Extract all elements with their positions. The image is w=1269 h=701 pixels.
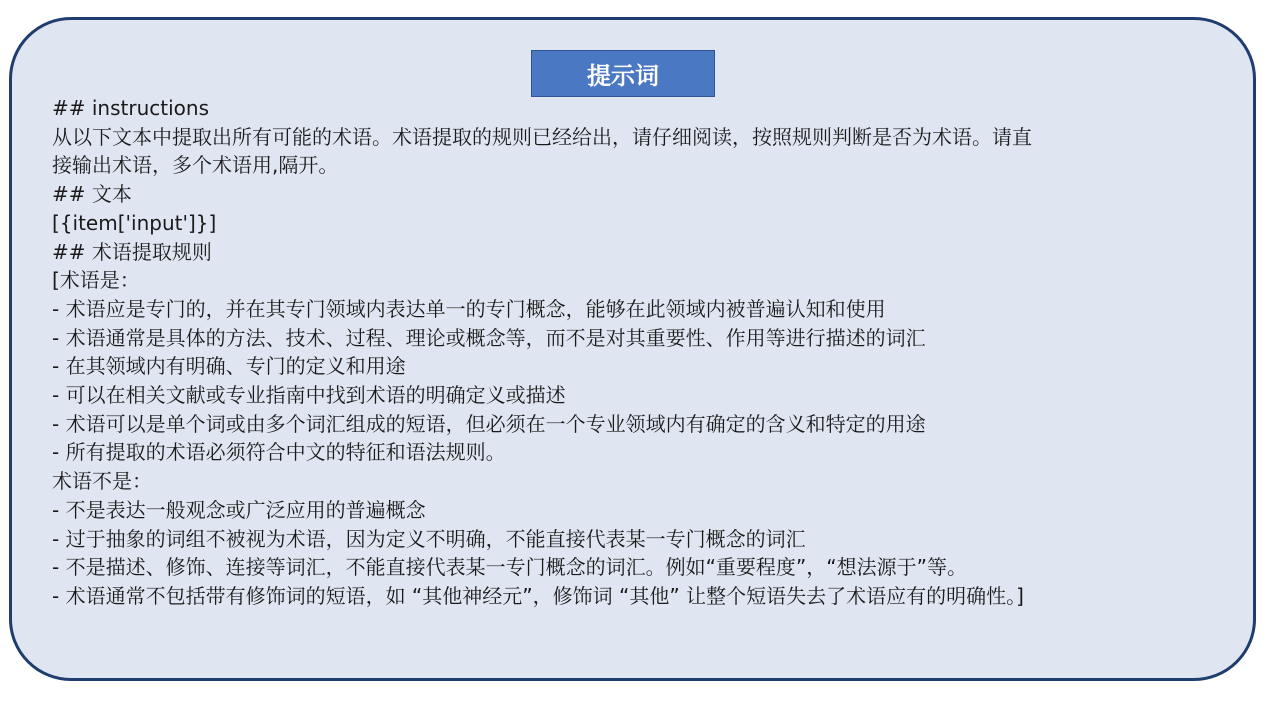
prompt-text: [52, 94, 1232, 611]
text-line: - 所有提取的术语必须符合中文的特征和语法规则。: [52, 440, 506, 465]
text-line: - 不是描述、修饰、连接等词汇，不能直接代表某一专门概念的词汇。例如“重要程度”，“想法源于”等。: [52, 555, 968, 580]
text-line: - 术语通常是具体的方法、技术、过程、理论或概念等，而不是对其重要性、作用等进行描述的词汇: [52, 325, 926, 350]
text-line: - 术语应是专门的，并在其专门领域内表达单一的专门概念，能够在此领域内被普遍认知和使用: [52, 296, 886, 321]
text-line: ## instructions: [52, 96, 209, 120]
text-line: [{item['input']}]: [52, 210, 217, 235]
text-line: - 在其领域内有明确、专门的定义和用途: [52, 354, 406, 379]
text-line: - 术语可以是单个词或由多个词汇组成的短语，但必须在一个专业领域内有确定的含义和特定的用途: [52, 411, 926, 436]
text-line: ## 术语提取规则: [52, 239, 212, 264]
prompt-title: 提示词: [531, 50, 715, 97]
text-line: 术语不是：: [52, 469, 152, 494]
text-line: - 术语通常不包括带有修饰词的短语，如 “其他神经元”，修饰词 “其他” 让整个短语失去了术语应有的明确性。]: [52, 583, 1024, 608]
text-line: [术语是：: [52, 268, 140, 293]
text-line: - 过于抽象的词组不被视为术语，因为定义不明确，不能直接代表某一专门概念的词汇: [52, 526, 806, 551]
text-line: 接输出术语，多个术语用,隔开。: [52, 153, 339, 178]
text-line: ## 文本: [52, 182, 132, 207]
text-line: 从以下文本中提取出所有可能的术语。术语提取的规则已经给出，请仔细阅读，按照规则判断是否为术语。请直: [52, 124, 1032, 149]
text-line: - 不是表达一般观念或广泛应用的普遍概念: [52, 497, 426, 522]
text-line: - 可以在相关文献或专业指南中找到术语的明确定义或描述: [52, 383, 566, 408]
